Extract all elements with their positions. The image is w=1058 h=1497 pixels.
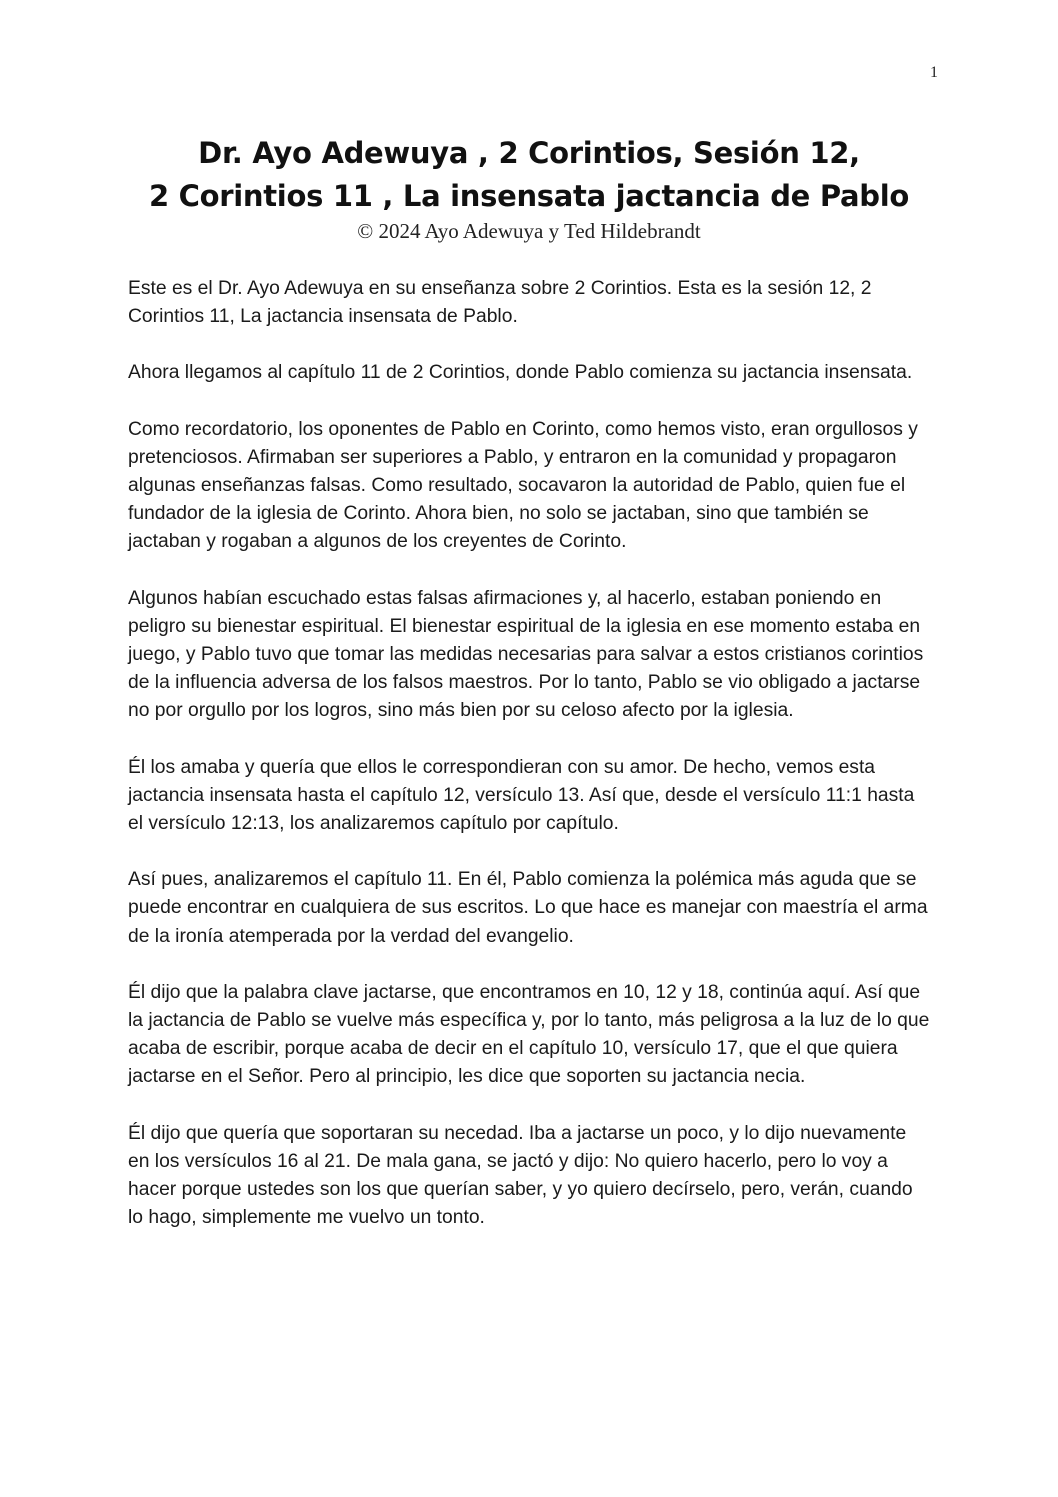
paragraph-4: Algunos habían escuchado estas falsas afirmaciones y, al hacerlo, estaban poniendo en peligro su bienestar espiritual. El bienestar espiritual de la iglesia en ese momento estaba en juego, y Pablo tuvo que tomar las medidas necesarias para salvar a estos cristianos corintios de la influencia adversa de los falsos maestros. Por lo tanto, Pablo se vio obligado a jactarse no por orgullo por los logros, sino más bien por su celoso afecto por la iglesia. — [128, 587, 924, 722]
page-title — [100, 132, 958, 218]
title-line-2: 2 Corintios 11 , La insensata jactancia de Pablo — [148, 179, 910, 213]
paragraph-3: Como recordatorio, los oponentes de Pablo en Corinto, como hemos visto, eran orgullosos y pretenciosos. Afirmaban ser superiores a Pablo, y entraron en la comunidad y propagaron algunas enseñanzas falsas. Como resultado, socavaron la autoridad de Pablo, quien fue el fundador de la iglesia de Corinto. Ahora bien, no solo se jactaban, sino que también se jactaban y rogaban a algunos de los creyentes de Corinto. — [128, 418, 918, 553]
paragraph-5: Él los amaba y quería que ellos le correspondieran con su amor. De hecho, vemos esta jactancia insensata hasta el capítulo 12, versículo 13. Así que, desde el versículo 11:1 hasta el versículo 12:13, los analizaremos capítulo por capítulo. — [128, 756, 915, 835]
copyright-line: © 2024 Ayo Adewuya y Ted Hildebrandt — [357, 219, 701, 243]
paragraph-8: Él dijo que quería que soportaran su necedad. Iba a jactarse un poco, y lo dijo nuevamente en los versículos 16 al 21. De mala gana, se jactó y dijo: No quiero hacerlo, pero lo voy a hacer porque ustedes son los que querían saber, y yo quiero decírselo, pero, verán, cuando lo hago, simplemente me vuelvo un tonto. — [128, 1122, 913, 1229]
title-line-1: Dr. Ayo Adewuya , 2 Corintios, Sesión 12, — [198, 136, 860, 170]
document-header — [100, 132, 958, 244]
paragraph-7: Él dijo que la palabra clave jactarse, que encontramos en 10, 12 y 18, continúa aquí. Así que la jactancia de Pablo se vuelve más específica y, por lo tanto, más peligrosa a la luz de lo que acaba de escribir, porque acaba de decir en el capítulo 10, versículo 17, que el que quiera jactarse en el Señor. Pero al principio, les dice que soporten su jactancia necia. — [128, 981, 930, 1088]
document-body — [128, 275, 930, 1260]
page-number: 1 — [930, 64, 938, 81]
paragraph-6: Así pues, analizaremos el capítulo 11. En él, Pablo comienza la polémica más aguda que se puede encontrar en cualquiera de sus escritos. Lo que hace es manejar con maestría el arma de la ironía atemperada por la verdad del evangelio. — [128, 869, 928, 947]
paragraph-2: Ahora llegamos al capítulo 11 de 2 Corintios, donde Pablo comienza su jactancia insensata. — [128, 362, 913, 384]
paragraph-1: Este es el Dr. Ayo Adewuya en su enseñanza sobre 2 Corintios. Esta es la sesión 12, 2 Corintios 11, La jactancia insensata de Pablo. — [128, 278, 872, 328]
